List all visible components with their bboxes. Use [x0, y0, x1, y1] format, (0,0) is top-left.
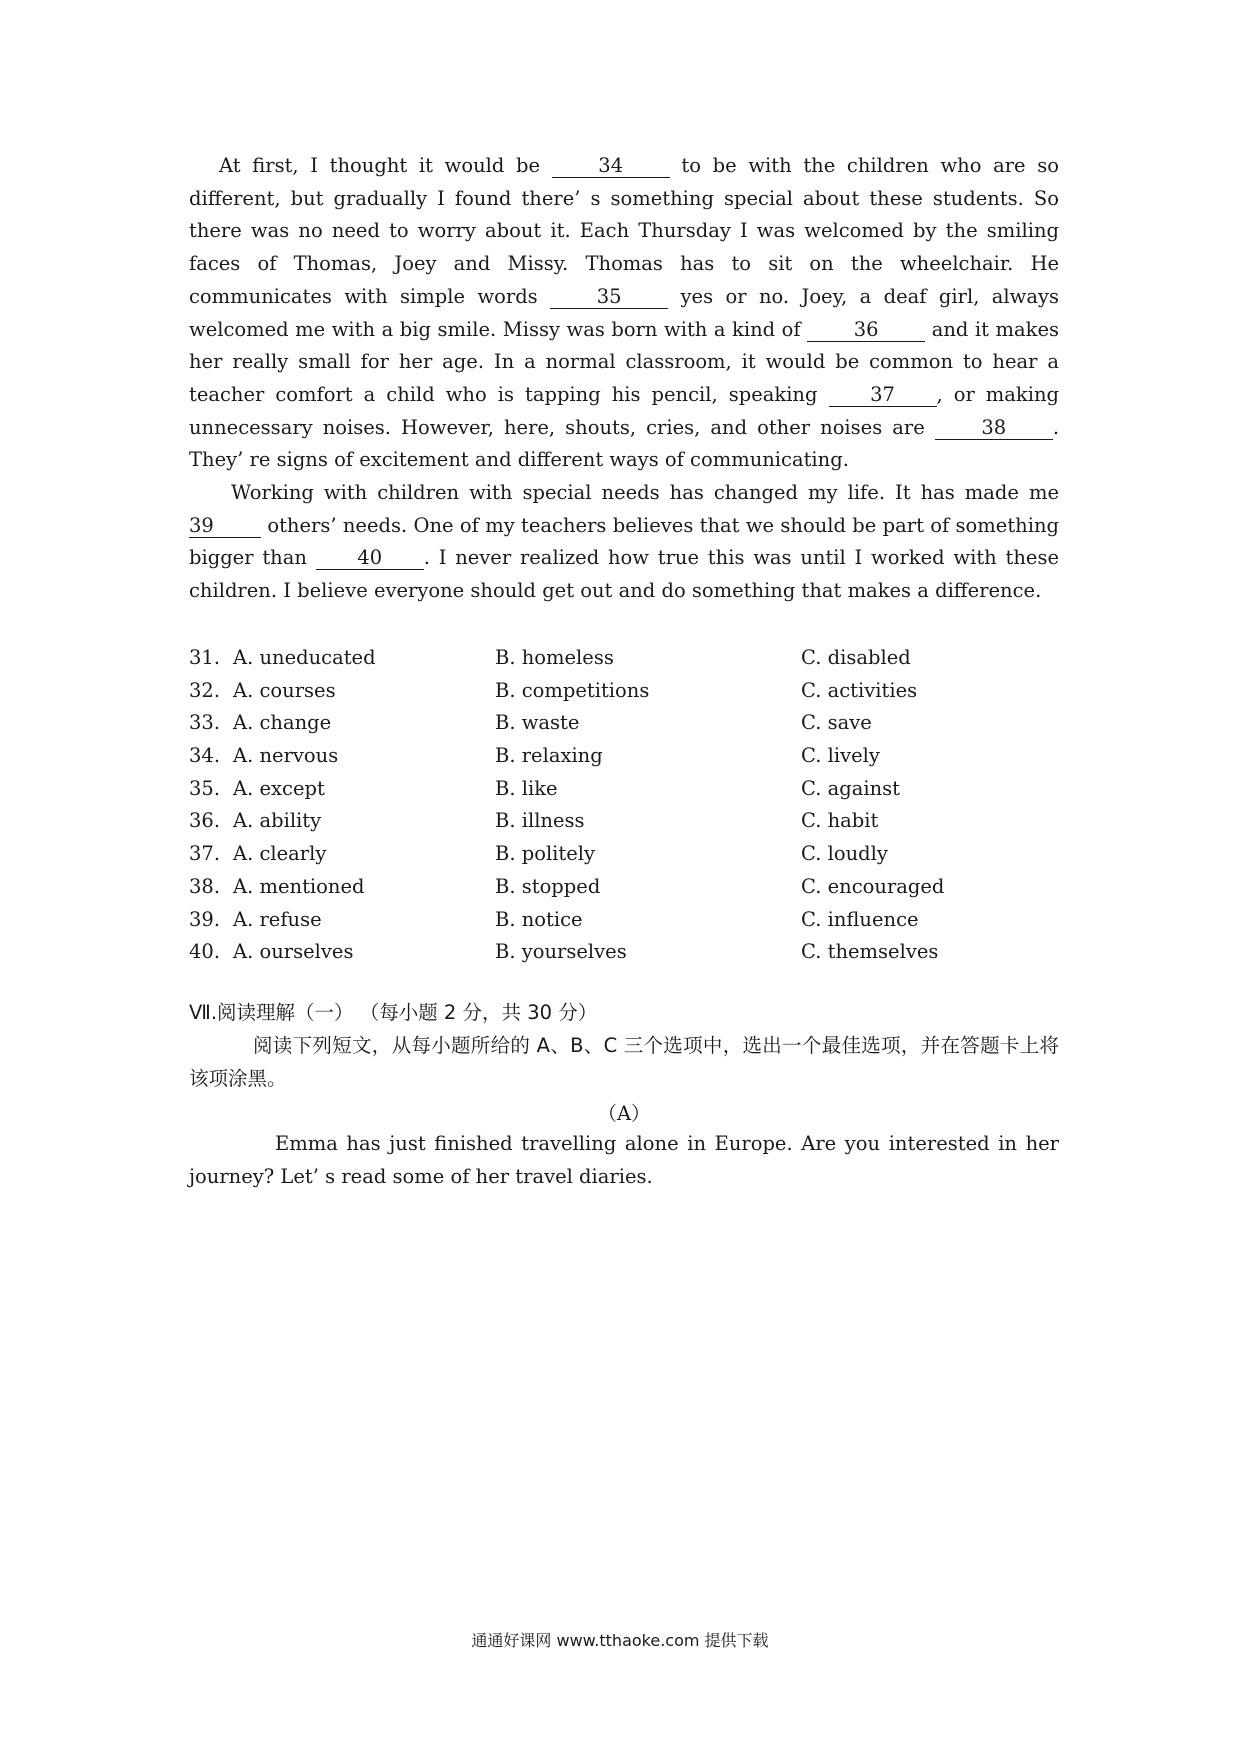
- reading-intro: [189, 1128, 1059, 1193]
- question-number: 32.: [189, 678, 221, 702]
- option-b: B. notice: [495, 907, 583, 931]
- option-row: [189, 675, 1089, 708]
- section-title: Ⅶ.阅读理解（一） （每小题 2 分，共 30 分）: [189, 1001, 598, 1024]
- option-row: [189, 838, 1089, 871]
- blank-35: 35: [550, 286, 668, 309]
- question-number: 36.: [189, 809, 221, 833]
- option-c: C. save: [801, 711, 872, 735]
- option-b: B. politely: [495, 842, 596, 866]
- answer-options: [189, 642, 1089, 969]
- option-row: [189, 871, 1089, 904]
- option-b: B. yourselves: [495, 940, 627, 964]
- question-number: 34.: [189, 744, 221, 768]
- blank-37: 37: [829, 384, 937, 407]
- blank-36: 36: [807, 319, 925, 342]
- passage-label: （A）: [597, 1102, 651, 1125]
- passage-text: . I never realized how true this was until I worked with these children. I believe everyone should get out and do something that makes a difference.: [189, 546, 1060, 603]
- option-a: A. mentioned: [233, 874, 365, 898]
- page-footer: 通通好课网 www.tthaoke.com 提供下载: [471, 1631, 769, 1650]
- option-b: B. like: [495, 776, 558, 800]
- passage-text: to be with the children who are so different, but gradually I found there’ s something special about these students. So there was no need to worry about it. Each Thursday I was welcomed by the smiling faces of Thomas, Joey and Missy. Thomas has to sit on the wheelchair. He communicates with simple words: [189, 154, 1060, 308]
- option-b: B. stopped: [495, 874, 601, 898]
- option-a: A. clearly: [233, 842, 327, 866]
- blank-39: 39: [189, 515, 261, 538]
- question-number: 37.: [189, 842, 221, 866]
- option-a: A. refuse: [233, 907, 322, 931]
- option-a: A. change: [233, 711, 332, 735]
- option-a: A. ability: [233, 809, 322, 833]
- blank-40: 40: [316, 547, 424, 570]
- blank-34: 34: [552, 155, 670, 178]
- option-row: [189, 904, 1089, 937]
- question-number: 40.: [189, 940, 221, 964]
- intro-paragraph: Emma has just finished travelling alone in Europe. Are you interested in her journey? Let’ s read some of her travel diaries.: [189, 1132, 1059, 1188]
- option-row: [189, 740, 1089, 773]
- passage-text: . They’ re signs of excitement and different ways of communicating.: [189, 415, 1060, 472]
- option-row: [189, 642, 1089, 675]
- option-c: C. themselves: [801, 940, 939, 964]
- reading-section: [189, 996, 1059, 1130]
- option-c: C. influence: [801, 907, 919, 931]
- option-b: B. relaxing: [495, 744, 603, 768]
- option-a: A. courses: [233, 678, 336, 702]
- question-number: 33.: [189, 711, 221, 735]
- passage-text: others’ needs. One of my teachers believes that we should be part of something bigger than: [189, 513, 1059, 570]
- passage-text: and it makes her really small for her age. In a normal classroom, it would be common to hear a teacher comfort a child who is tapping his pencil, speaking: [189, 317, 1060, 406]
- question-number: 38.: [189, 874, 221, 898]
- passage-text: At first, I thought it would be: [219, 154, 541, 177]
- passage-text: Working with children with special needs has changed my life. It has made me: [231, 481, 1059, 505]
- option-a: A. nervous: [233, 744, 339, 768]
- option-a: A. except: [233, 776, 325, 800]
- option-b: B. homeless: [495, 646, 614, 669]
- option-c: C. against: [801, 776, 900, 800]
- option-a: A. ourselves: [233, 940, 354, 964]
- passage-text: yes or no. Joey, a deaf girl, always welcomed me with a big smile. Missy was born with a kind of: [189, 284, 1059, 341]
- section-instruction: 阅读下列短文，从每小题所给的 A、B、C 三个选项中，选出一个最佳选项，并在答题卡上将该项涂黑。: [189, 1034, 1059, 1090]
- option-b: B. illness: [495, 809, 585, 833]
- option-c: C. loudly: [801, 842, 888, 866]
- cloze-passage: [189, 150, 1059, 608]
- option-c: C. activities: [801, 678, 918, 702]
- option-row: [189, 773, 1089, 806]
- blank-38: 38: [935, 417, 1053, 440]
- passage-text: , or making unnecessary noises. However, here, shouts, cries, and other noises are: [189, 382, 1060, 439]
- option-c: C. habit: [801, 809, 879, 833]
- question-number: 35.: [189, 776, 221, 800]
- option-c: C. lively: [801, 744, 880, 768]
- option-row: [189, 936, 1089, 969]
- question-number: 31.: [189, 646, 221, 669]
- passage-paragraph-1: [189, 150, 1059, 477]
- option-row: [189, 707, 1089, 740]
- option-c: C. disabled: [801, 646, 911, 669]
- question-number: 39.: [189, 907, 221, 931]
- option-c: C. encouraged: [801, 874, 945, 898]
- option-row: [189, 805, 1089, 838]
- option-a: A. uneducated: [233, 646, 376, 669]
- option-b: B. waste: [495, 711, 580, 735]
- passage-paragraph-2: [189, 477, 1059, 608]
- option-b: B. competitions: [495, 678, 650, 702]
